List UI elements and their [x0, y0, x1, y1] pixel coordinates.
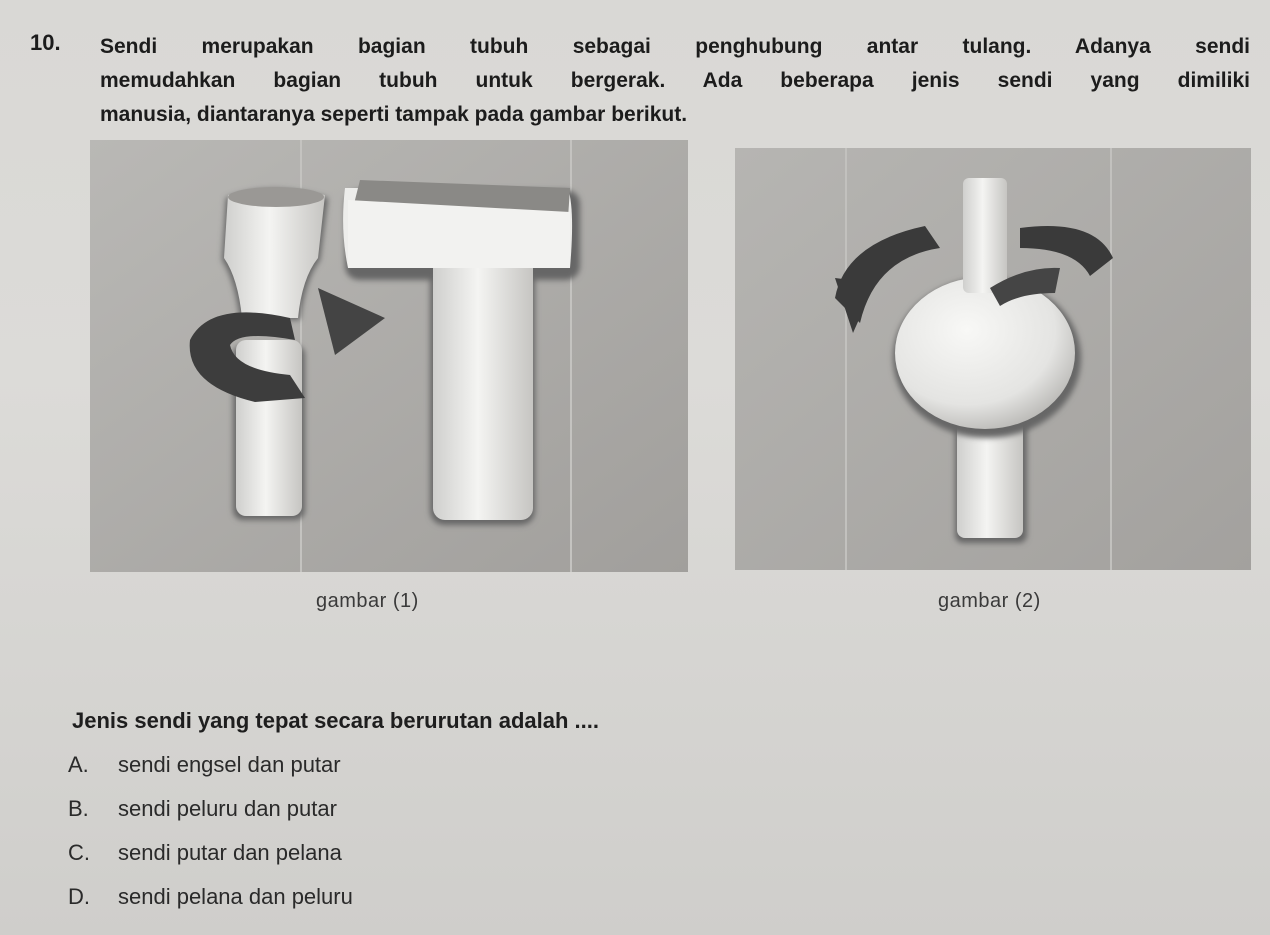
question-stem	[100, 30, 1250, 132]
option-text: sendi putar dan pelana	[118, 840, 342, 865]
option-letter: B.	[68, 796, 89, 821]
option-d[interactable]	[68, 880, 353, 924]
option-a[interactable]	[68, 748, 353, 792]
option-text: sendi pelana dan peluru	[118, 884, 353, 909]
answer-options	[68, 748, 353, 924]
option-b[interactable]	[68, 792, 353, 836]
option-letter: A.	[68, 752, 89, 777]
figure-2-ball-joint-illustration	[735, 148, 1251, 570]
option-c[interactable]	[68, 836, 353, 880]
option-letter: D.	[68, 884, 90, 909]
stem-line: Sendi merupakan bagian tubuh sebagai penghubung antar tulang. Adanya sendi	[100, 35, 1250, 58]
question-number: 10.	[30, 30, 61, 55]
figure-1-pivot-joint-illustration	[90, 140, 688, 572]
question-prompt: Jenis sendi yang tepat secara berurutan adalah ....	[72, 708, 599, 733]
stem-line: manusia, diantaranya seperti tampak pada gambar berikut.	[100, 103, 688, 126]
option-text: sendi peluru dan putar	[118, 796, 337, 821]
figure-1-caption: gambar (1)	[316, 590, 419, 612]
option-letter: C.	[68, 840, 90, 865]
figure-2-caption: gambar (2)	[938, 590, 1041, 612]
option-text: sendi engsel dan putar	[118, 752, 341, 777]
stem-line: memudahkan bagian tubuh untuk bergerak. Ada beberapa jenis sendi yang dimiliki	[100, 69, 1250, 92]
